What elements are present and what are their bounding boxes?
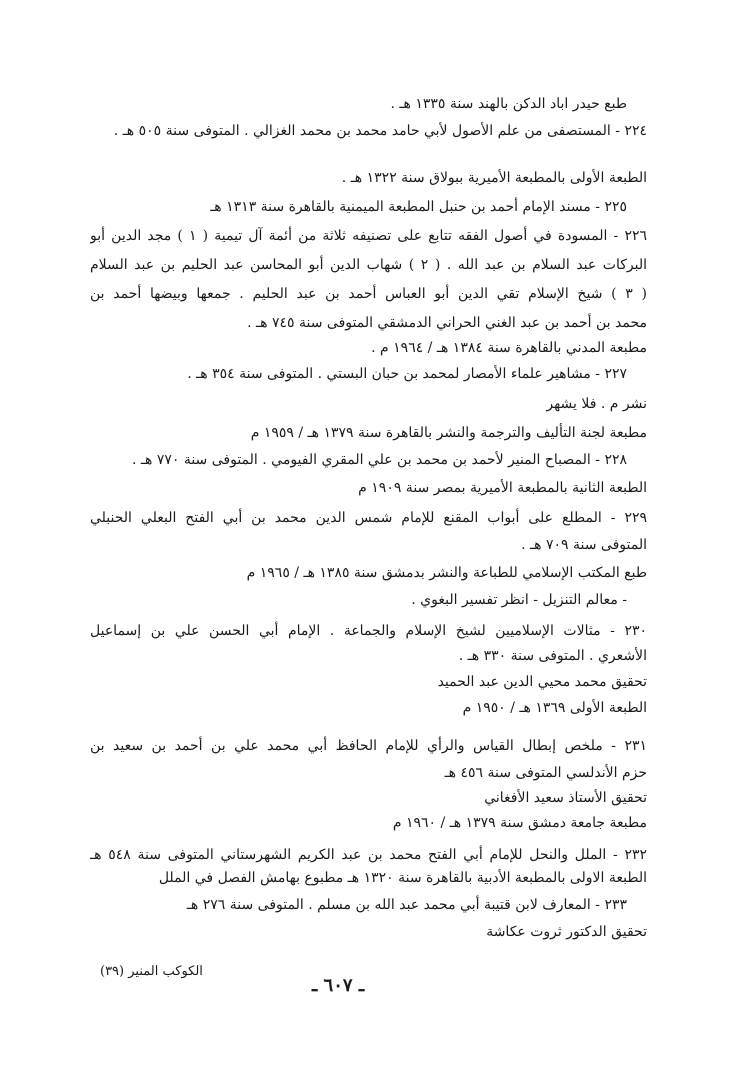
text-line: الطبعة الأولى بالمطبعة الأميرية ببولاق سنة ١٣٢٢ هـ . xyxy=(341,170,647,186)
text-line: نشر م . فلا يشهر xyxy=(546,396,647,412)
text-line: مطبعة لجنة التأليف والترجمة والنشر بالقاهرة سنة ١٣٧٩ هـ / ١٩٥٩ م xyxy=(250,425,647,441)
text-line: المتوفى سنة ٧٠٩ هـ . xyxy=(521,537,647,553)
text-line: ( ٣ ) شيخ الإسلام تقي الدين أبو العباس أحمد بن عبد الحليم . جمعها وبيضها أحمد بن xyxy=(90,286,647,302)
text-line: طبع المكتب الإسلامي للطباعة والنشر بدمشق سنة ١٣٨٥ هـ / ١٩٦٥ م xyxy=(246,565,647,581)
text-line: تحقيق محمد محيي الدين عبد الحميد xyxy=(437,674,647,690)
text-line: - معالم التنزيل - انظر تفسير البغوي . xyxy=(411,592,627,608)
text-line: ٢٢٨ - المصباح المنير لأحمد بن محمد بن علي المقري الفيومي . المتوفى سنة ٧٧٠ هـ . xyxy=(131,452,627,468)
page-number: ـ ٦٠٧ ـ xyxy=(312,975,365,996)
text-line: طبع حيدر اباد الدكن بالهند سنة ١٣٣٥ هـ . xyxy=(390,96,627,112)
text-line: ٢٣١ - ملخص إبطال القياس والرأي للإمام الحافظ أبي محمد علي بن أحمد بن سعيد بن xyxy=(90,738,647,754)
text-line: ٢٣٢ - الملل والنحل للإمام أبي الفتح محمد بن عبد الكريم الشهرستاني المتوفى سنة ٥٤٨ هـ xyxy=(90,847,647,863)
text-line: ٢٢٩ - المطلع على أبواب المقنع للإمام شمس الدين محمد بن أبي الفتح البعلي الحنبلي xyxy=(90,510,647,526)
text-line: ٢٢٦ - المسودة في أصول الفقه تتابع على تصنيفه ثلاثة من أئمة آل تيمية ( ١ ) مجد الدين أبو xyxy=(90,228,647,244)
text-line: البركات عبد السلام بن عبد الله . ( ٢ ) شهاب الدين أبو المحاسن عبد الحليم بن عبد السلام xyxy=(90,257,647,273)
text-line: محمد بن أحمد بن عبد الغني الحراني الدمشقي المتوفى سنة ٧٤٥ هـ . xyxy=(247,315,647,331)
text-line: الأشعري . المتوفى سنة ٣٣٠ هـ . xyxy=(458,648,647,664)
text-line: ٢٢٧ - مشاهير علماء الأمصار لمحمد بن حبان البستي . المتوفى سنة ٣٥٤ هـ . xyxy=(187,366,627,382)
text-line: ٢٣٠ - مثالات الإسلاميين لشيخ الإسلام والجماعة . الإمام أبي الحسن علي بن إسماعيل xyxy=(90,623,647,639)
text-line: ٢٢٤ - المستصفى من علم الأصول لأبي حامد محمد بن محمد الغزالي . المتوفى سنة ٥٠٥ هـ . xyxy=(113,123,647,139)
text-line: الطبعة الأولى ١٣٦٩ هـ / ١٩٥٠ م xyxy=(462,700,647,716)
text-line: مطبعة جامعة دمشق سنة ١٣٧٩ هـ / ١٩٦٠ م xyxy=(392,815,647,831)
text-line: تحقيق الأستاذ سعيد الأفغاني xyxy=(484,790,647,806)
text-line: الطبعة الثانية بالمطبعة الأميرية بمصر سنة ١٩٠٩ م xyxy=(358,480,647,496)
text-line: ٢٣٣ - المعارف لابن قتيبة أبي محمد عبد الله بن مسلم . المتوفى سنة ٢٧٦ هـ xyxy=(186,897,627,913)
text-line: حزم الأندلسي المتوفى سنة ٤٥٦ هـ xyxy=(444,765,647,781)
text-line: الطبعة الاولى بالمطبعة الأدبية بالقاهرة سنة ١٣٢٠ هـ مطبوع بهامش الفصل في الملل xyxy=(158,870,647,886)
text-line: مطبعة المدني بالقاهرة سنة ١٣٨٤ هـ / ١٩٦٤ م . xyxy=(371,340,647,356)
text-line: تحقيق الدكتور ثروت عكاشة xyxy=(486,924,647,940)
text-line: ٢٢٥ - مسند الإمام أحمد بن حنبل المطبعة الميمنية بالقاهرة سنة ١٣١٣ هـ xyxy=(210,199,627,215)
footer-book-name: الكوكب المنير (٣٩) xyxy=(100,964,203,979)
